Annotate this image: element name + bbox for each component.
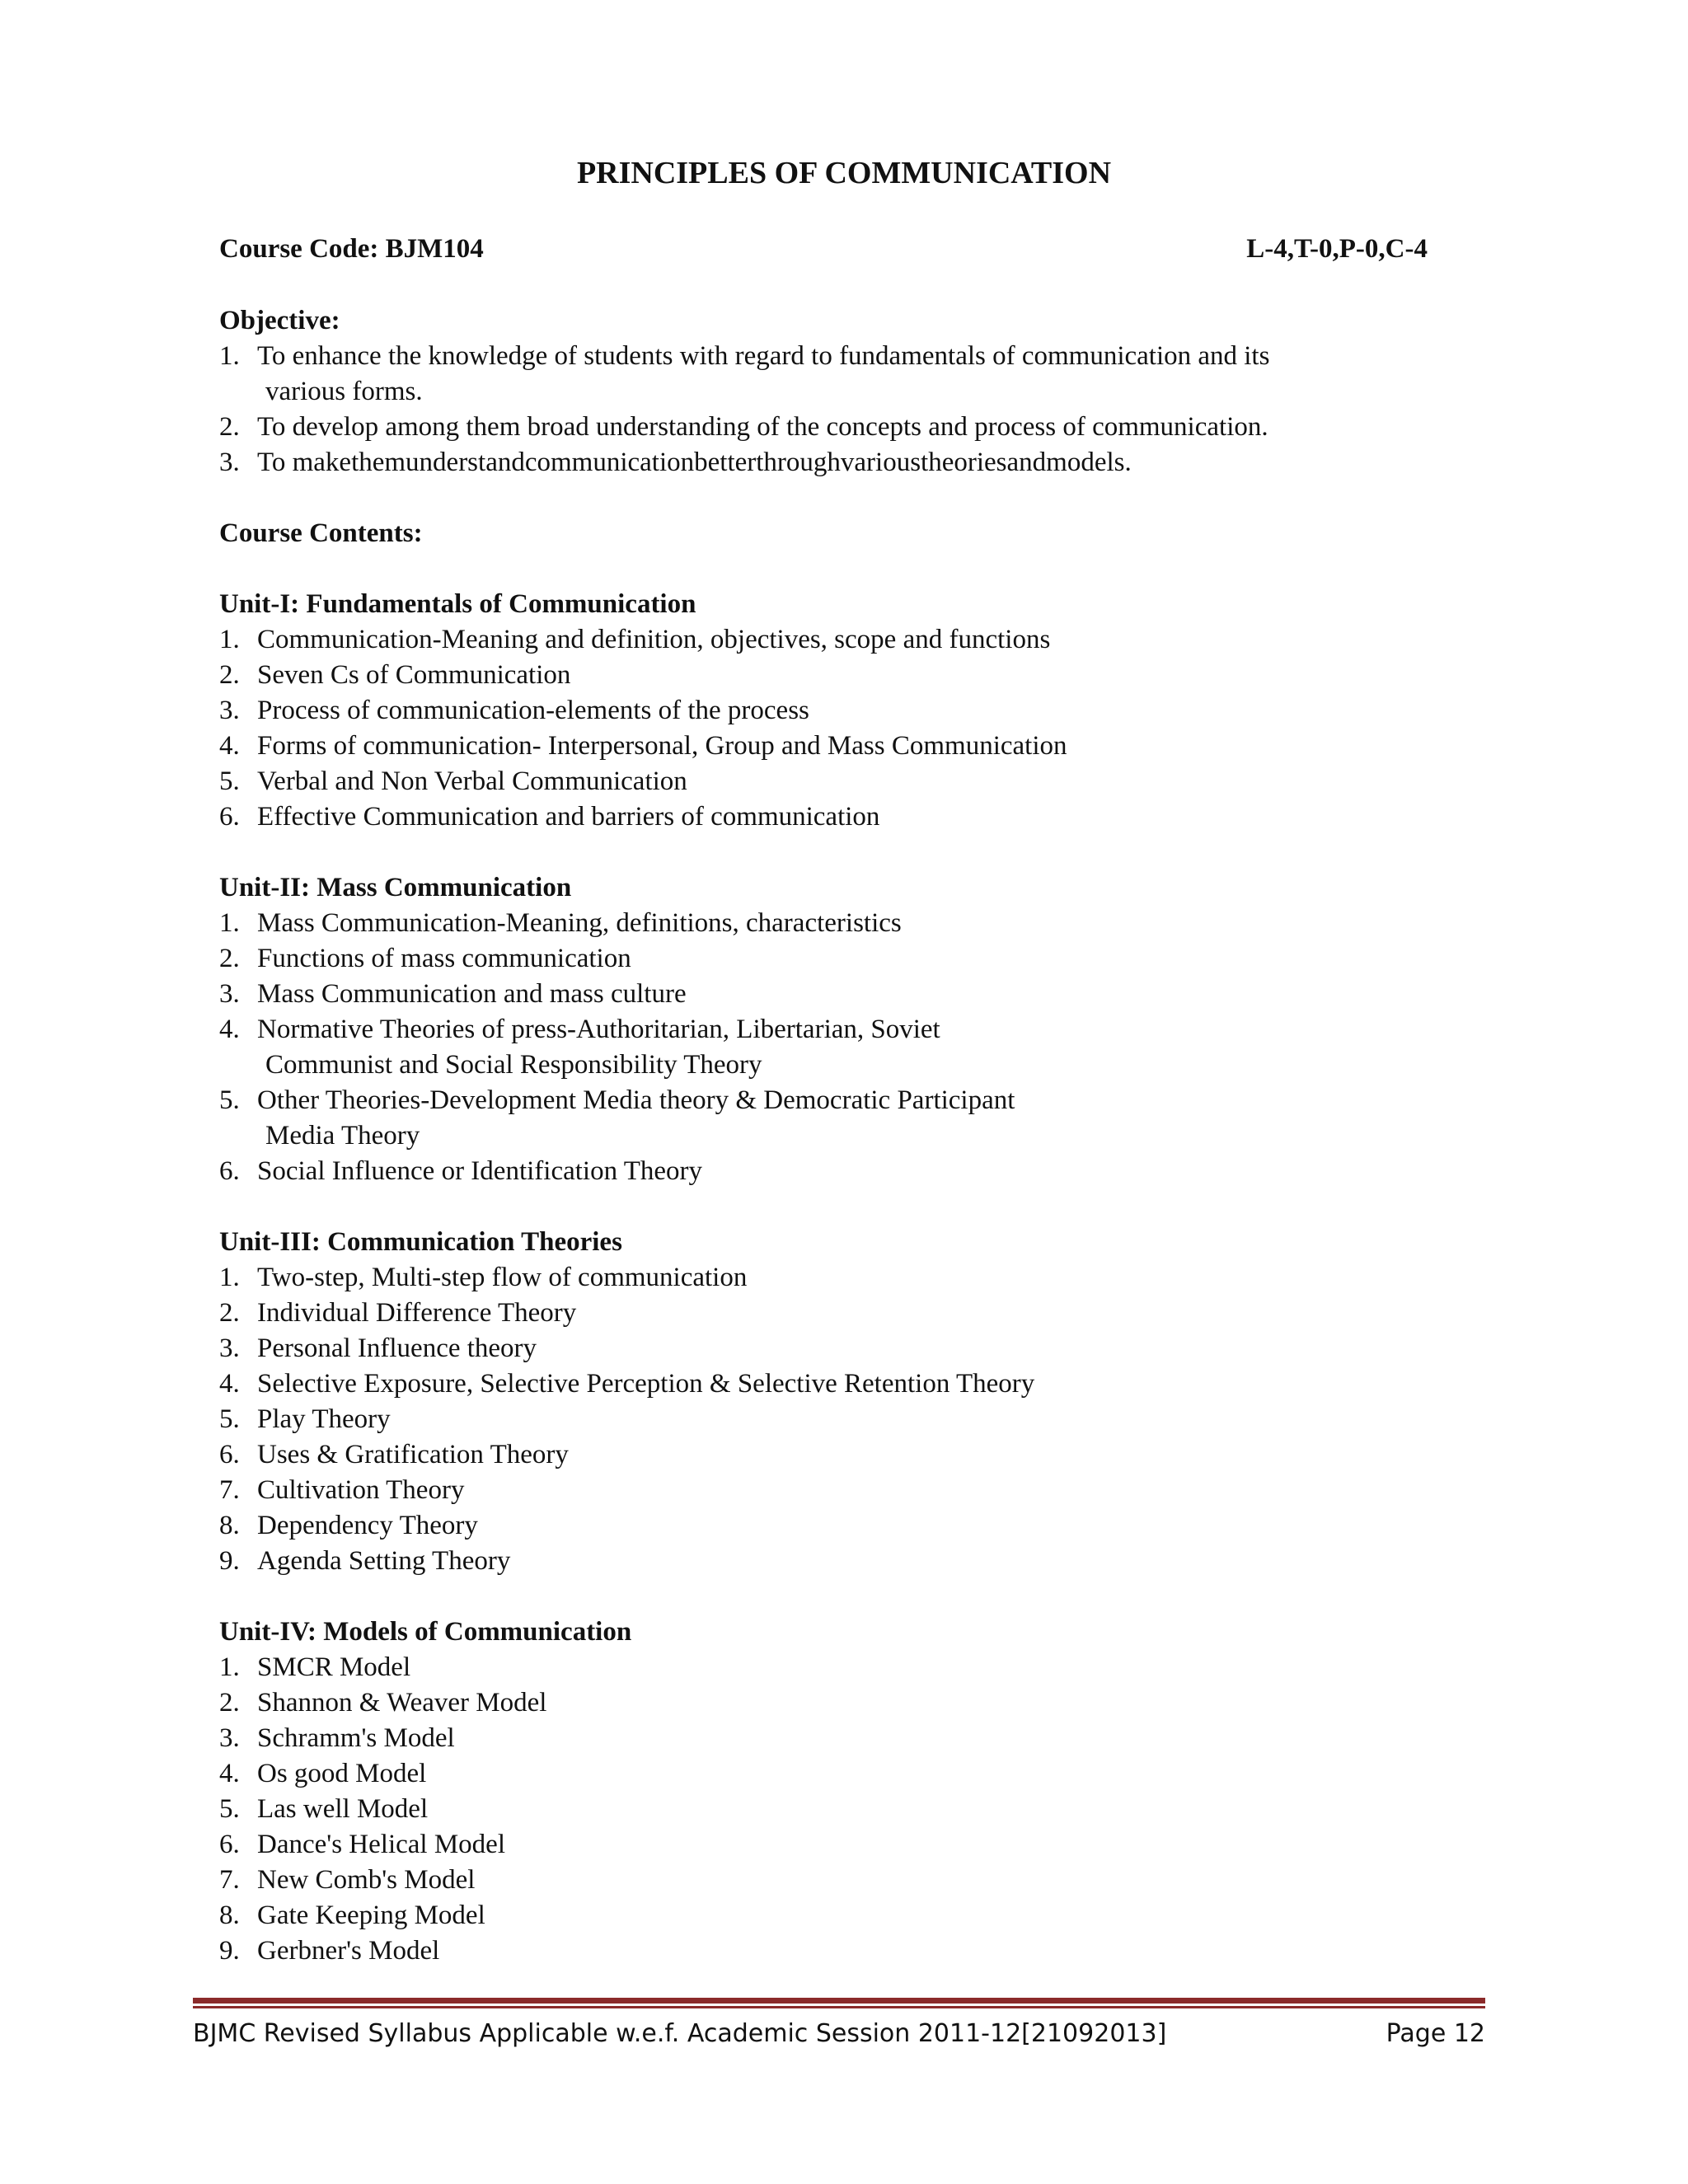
list-item [219,1685,1456,1721]
item-text: Process of communication-elements of the process [257,696,809,725]
footer-text: BJMC Revised Syllabus Applicable w.e.f. Academic Session 2011-12[21092013] [193,2019,1167,2048]
unit-heading: Unit-I: Fundamentals of Communication [219,589,696,619]
item-text: Dependency Theory [257,1511,478,1540]
list-item [219,658,1456,693]
item-text: Shannon & Weaver Model [257,1688,547,1718]
list-item [219,445,1456,480]
list-item [219,1756,1456,1792]
list-item [219,693,1456,729]
item-text: Selective Exposure, Selective Perception & Selective Retention Theory [257,1369,1035,1399]
item-number: 4. [219,731,240,761]
item-number: 2. [219,412,240,442]
item-number: 1. [219,908,240,938]
item-number: 2. [219,1688,240,1718]
item-text: Gate Keeping Model [257,1900,485,1930]
list-item [219,622,1456,658]
item-text: To develop among them broad understanding of the concepts and process of communication. [257,412,1268,442]
list-item [219,1863,1456,1898]
list-item [219,1792,1456,1827]
item-text: Las well Model [257,1794,429,1824]
page-number: Page 12 [1386,2019,1485,2048]
item-text: Uses & Gratification Theory [257,1440,569,1469]
unit-heading: Unit-II: Mass Communication [219,873,572,902]
item-text: Schramm's Model [257,1723,455,1753]
spacer [219,835,1456,870]
item-text: To enhance the knowledge of students with regard to fundamentals of communication and its [257,341,1270,371]
item-text: Gerbner's Model [257,1936,440,1966]
unit-heading: Unit-IV: Models of Communication [219,1617,632,1647]
item-number: 2. [219,660,240,690]
spacer [219,1579,1456,1615]
footer-rule-thin [193,2006,1485,2008]
item-text: Social Influence or Identification Theory [257,1156,703,1186]
list-item [219,977,1456,1012]
course-contents-heading: Course Contents: [219,518,423,548]
item-text: Play Theory [257,1404,391,1434]
item-number: 6. [219,1830,240,1859]
objective-heading: Objective: [219,306,340,335]
objective-list [219,339,1456,480]
unit-list [219,1650,1456,1969]
item-text: Individual Difference Theory [257,1298,577,1328]
page-title: PRINCIPLES OF COMMUNICATION [576,156,1112,190]
list-item [219,1933,1456,1969]
list-item [219,1402,1456,1437]
item-text: Personal Influence theory [257,1333,537,1363]
spacer [219,1189,1456,1225]
list-item [219,1898,1456,1933]
item-number: 5. [219,1404,240,1434]
item-number: 7. [219,1865,240,1895]
list-item [219,1331,1456,1366]
item-number: 4. [219,1015,240,1044]
item-text: To makethemunderstandcommunicationbetterthroughvarioustheoriesandmodels. [257,448,1132,477]
item-text: Forms of communication- Interpersonal, Group and Mass Communication [257,731,1067,761]
item-number: 2. [219,944,240,973]
item-number: 1. [219,341,240,371]
item-number: 9. [219,1546,240,1576]
item-number: 4. [219,1759,240,1788]
unit-list [219,622,1456,835]
item-number: 6. [219,1440,240,1469]
spacer [219,551,1456,587]
objective-section [219,303,1456,480]
unit-section [219,587,1456,835]
units-container [219,551,1456,1969]
item-number: 9. [219,1936,240,1966]
item-text: Communication-Meaning and definition, objectives, scope and functions [257,625,1051,654]
item-text-continued: Communist and Social Responsibility Theory [265,1050,762,1080]
item-number: 4. [219,1369,240,1399]
list-item [219,1544,1456,1579]
list-item [219,1721,1456,1756]
item-number: 1. [219,1652,240,1682]
item-number: 1. [219,1263,240,1292]
item-text: Mass Communication-Meaning, definitions, characteristics [257,908,902,938]
item-text: SMCR Model [257,1652,411,1682]
unit-heading: Unit-III: Communication Theories [219,1227,622,1257]
unit-list [219,906,1456,1189]
item-text: Verbal and Non Verbal Communication [257,766,687,796]
item-text: Agenda Setting Theory [257,1546,511,1576]
item-text: Seven Cs of Communication [257,660,571,690]
item-number: 3. [219,1723,240,1753]
item-number: 5. [219,766,240,796]
item-number: 6. [219,802,240,832]
item-number: 3. [219,1333,240,1363]
item-number: 8. [219,1900,240,1930]
item-text: Normative Theories of press-Authoritarian, Libertarian, Soviet [257,1015,940,1044]
list-item [219,1437,1456,1473]
item-number: 8. [219,1511,240,1540]
item-text: Dance's Helical Model [257,1830,505,1859]
item-text: New Comb's Model [257,1865,476,1895]
unit-section [219,1615,1456,1969]
unit-list [219,1260,1456,1579]
credits: L-4,T-0,P-0,C-4 [1246,234,1428,264]
list-item [219,1473,1456,1508]
list-item [219,906,1456,941]
item-text: Two-step, Multi-step flow of communication [257,1263,748,1292]
footer-rule-thick [193,1998,1485,2004]
list-item [219,799,1456,835]
list-item [219,1154,1456,1189]
list-item [219,1366,1456,1402]
item-number: 1. [219,625,240,654]
item-number: 5. [219,1794,240,1824]
item-number: 7. [219,1475,240,1505]
list-item [219,941,1456,977]
item-text: Mass Communication and mass culture [257,979,687,1009]
item-number: 3. [219,979,240,1009]
list-item [219,1012,1456,1083]
list-item [219,1260,1456,1296]
list-item [219,764,1456,799]
item-number: 3. [219,448,240,477]
list-item [219,410,1456,445]
item-number: 2. [219,1298,240,1328]
list-item [219,1827,1456,1863]
syllabus-body [219,303,1456,1969]
list-item [219,1508,1456,1544]
list-item [219,729,1456,764]
unit-section [219,1225,1456,1579]
item-number: 3. [219,696,240,725]
list-item [219,1083,1456,1154]
item-text: Cultivation Theory [257,1475,465,1505]
item-number: 6. [219,1156,240,1186]
list-item [219,1296,1456,1331]
unit-section [219,870,1456,1189]
item-text-continued: various forms. [265,377,423,406]
course-code: Course Code: BJM104 [219,234,484,264]
item-text-continued: Media Theory [265,1121,420,1151]
spacer [219,480,1456,516]
list-item [219,1650,1456,1685]
list-item [219,339,1456,410]
item-text: Os good Model [257,1759,427,1788]
item-number: 5. [219,1085,240,1115]
item-text: Functions of mass communication [257,944,631,973]
item-text: Effective Communication and barriers of communication [257,802,880,832]
item-text: Other Theories-Development Media theory & Democratic Participant [257,1085,1015,1115]
